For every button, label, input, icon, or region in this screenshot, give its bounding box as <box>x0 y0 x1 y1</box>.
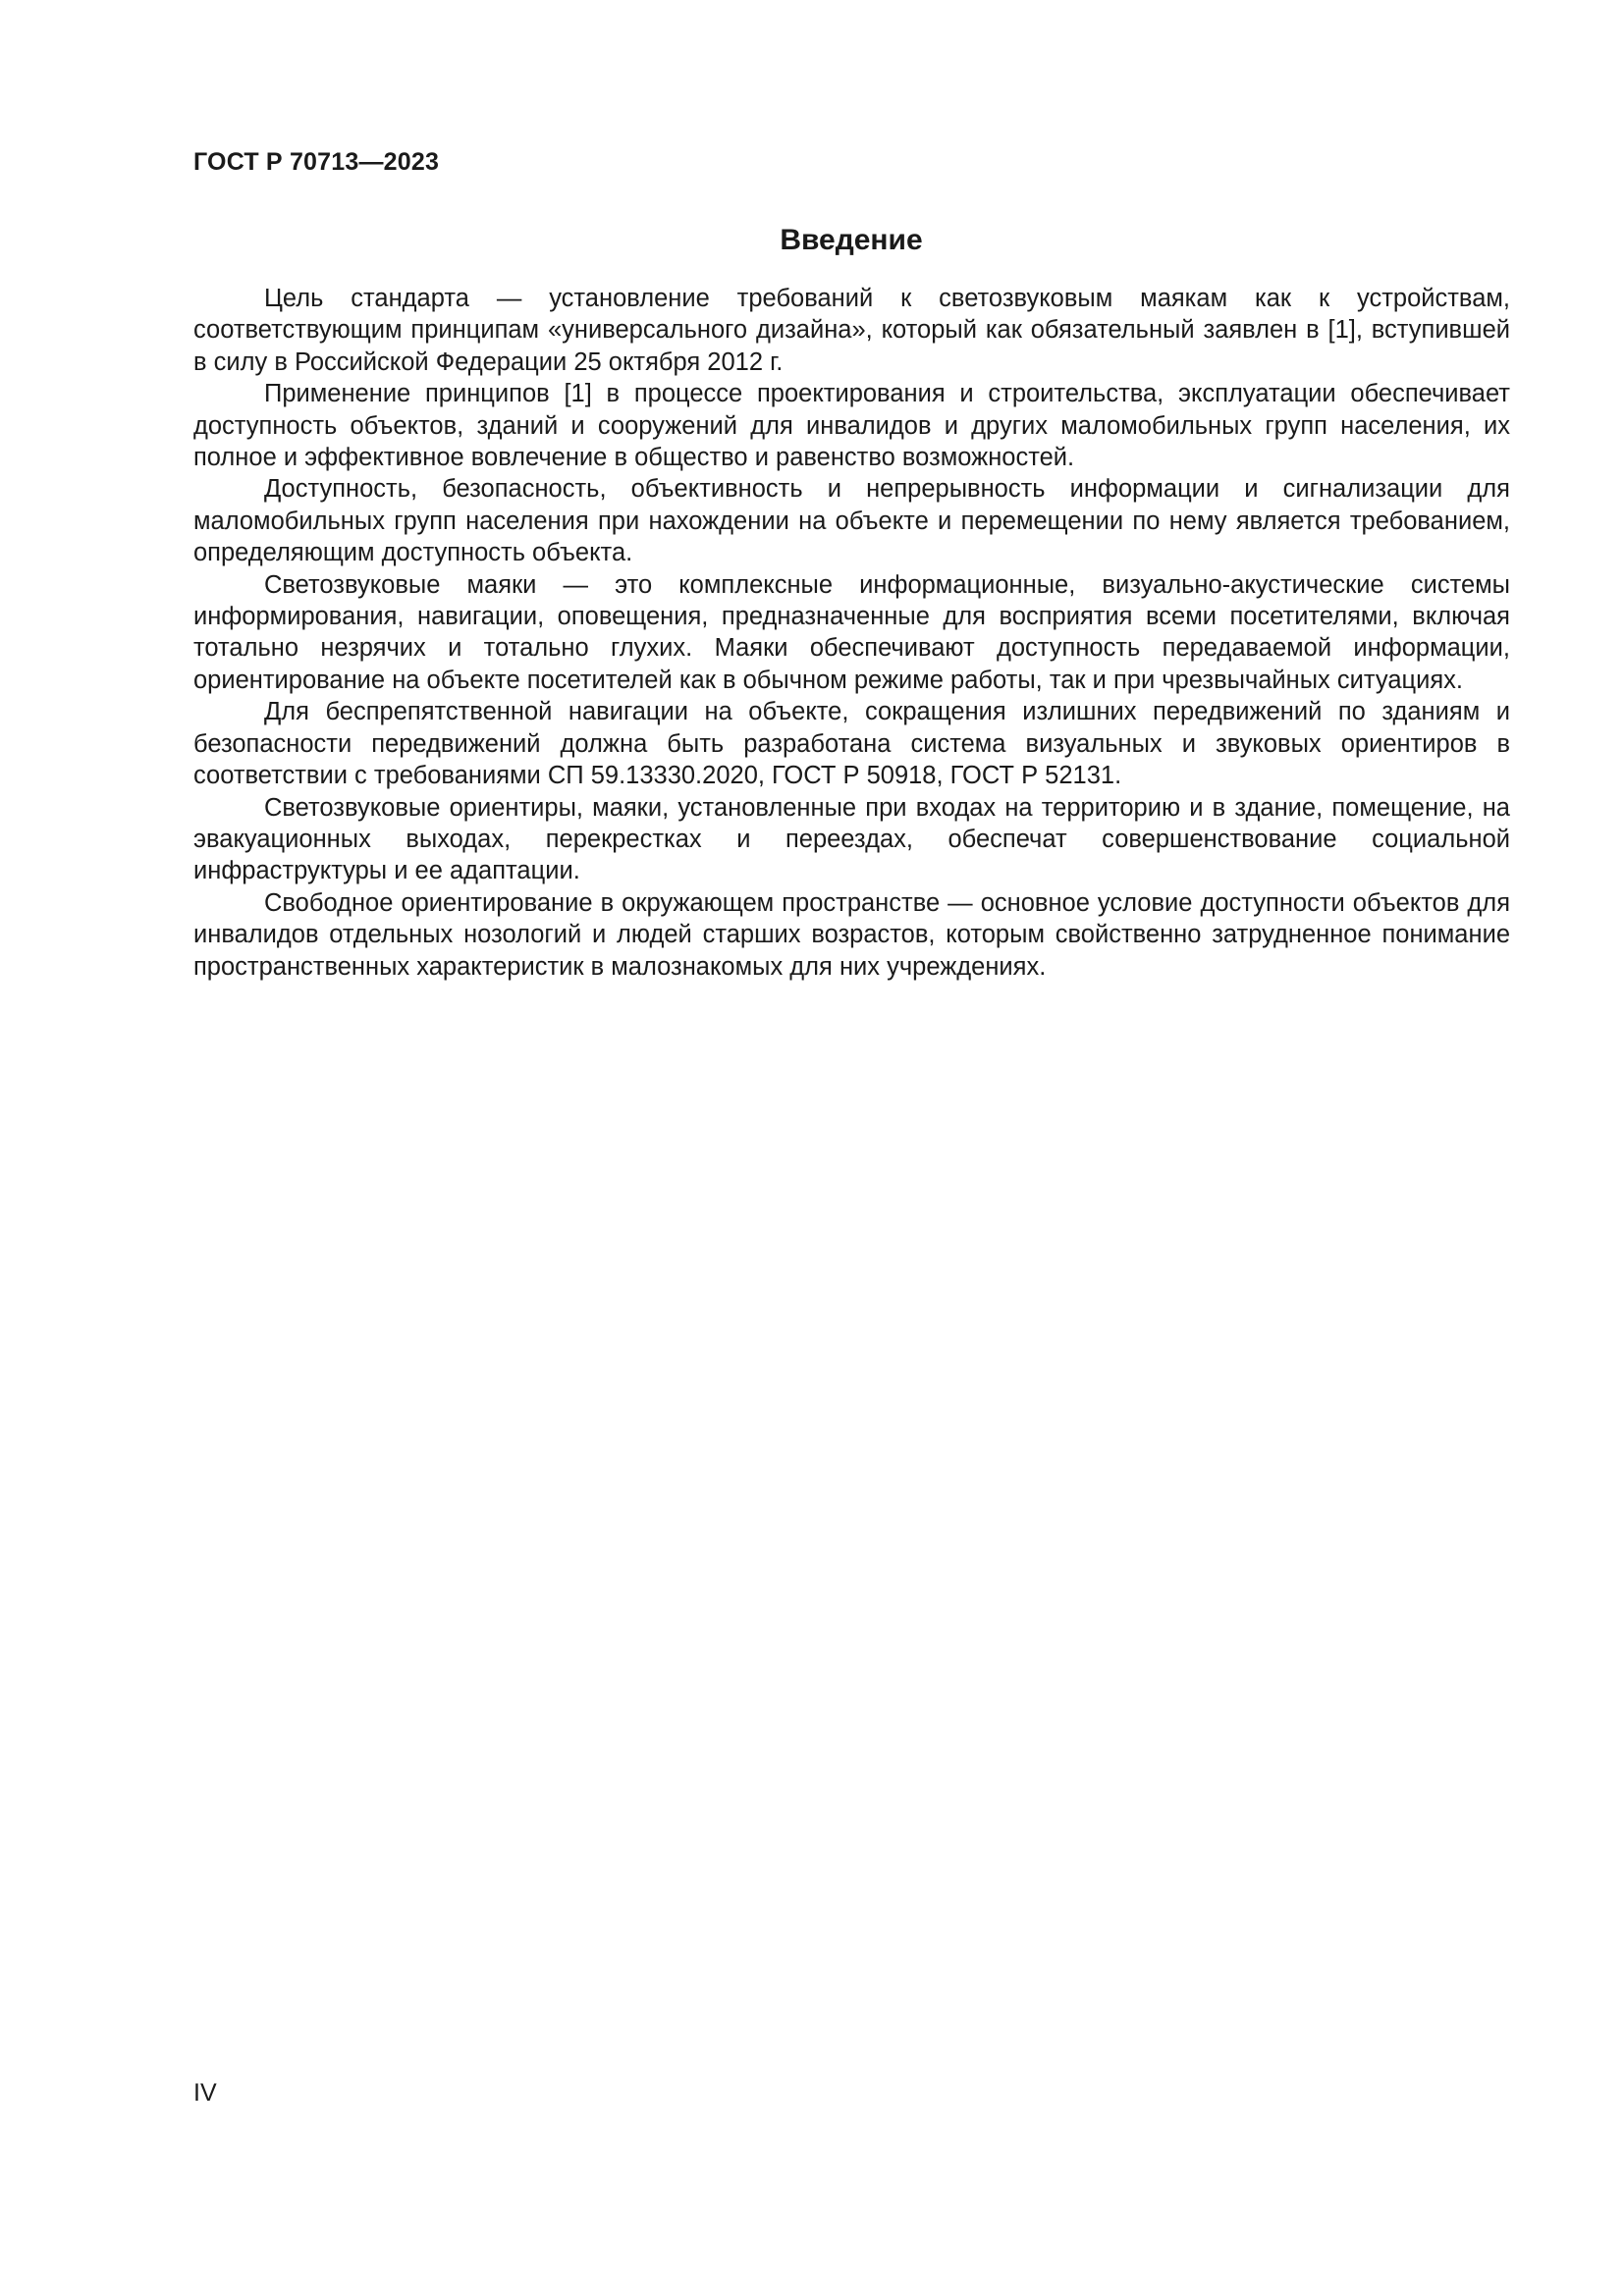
paragraph: Применение принципов [1] в процессе проектирования и строительства, эксплуатации обеспечивает доступность объектов, зданий и сооружений для инвалидов и других маломобильных групп населения, их полное и эффективное вовлечение в общество и равенство возможностей. <box>193 380 1510 472</box>
section-title: Введение <box>780 224 923 256</box>
paragraph: Цель стандарта — установление требований к светозвуковым маякам как к устройствам, соответствующим принципам «универсального дизайна», который как обязательный заявлен в [1], вступившей в силу в Российской Федерации 25 октября 2012 г. <box>193 285 1510 376</box>
paragraph: Светозвуковые маяки — это комплексные информационные, визуально-акустические системы информирования, навигации, оповещения, предназначенные для восприятия всеми посетителями, включая тотально незрячих и тотально глухих. Маяки обеспечивают доступность передаваемой информации, ориентирование на объекте посетителей как в обычном режиме работы, так и при чрезвычайных ситуациях. <box>193 570 1510 694</box>
introduction-body <box>193 283 1510 983</box>
paragraph: Свободное ориентирование в окружающем пространстве — основное условие доступности объектов для инвалидов отдельных нозологий и людей старших возрастов, которым свойственно затрудненное понимание пространственных характеристик в малознакомых для них учреждениях. <box>193 888 1510 981</box>
paragraph: Для беспрепятственной навигации на объекте, сокращения излишних передвижений по зданиям и безопасности передвижений должна быть разработана система визуальных и звуковых ориентиров в соответствии с требованиями СП 59.13330.2020, ГОСТ Р 50918, ГОСТ Р 52131. <box>193 698 1510 790</box>
document-number-header: ГОСТ Р 70713—2023 <box>193 148 440 176</box>
page-number: IV <box>193 2079 217 2107</box>
paragraph: Светозвуковые ориентиры, маяки, установленные при входах на территорию и в здание, помещение, на эвакуационных выходах, перекрестках и переездах, обеспечат совершенствование социальной инфраструктуры и ее адаптации. <box>193 793 1510 885</box>
paragraph: Доступность, безопасность, объективность и непрерывность информации и сигнализации для маломобильных групп населения при нахождении на объекте и перемещении по нему является требованием, определяющим доступность объекта. <box>193 475 1510 567</box>
